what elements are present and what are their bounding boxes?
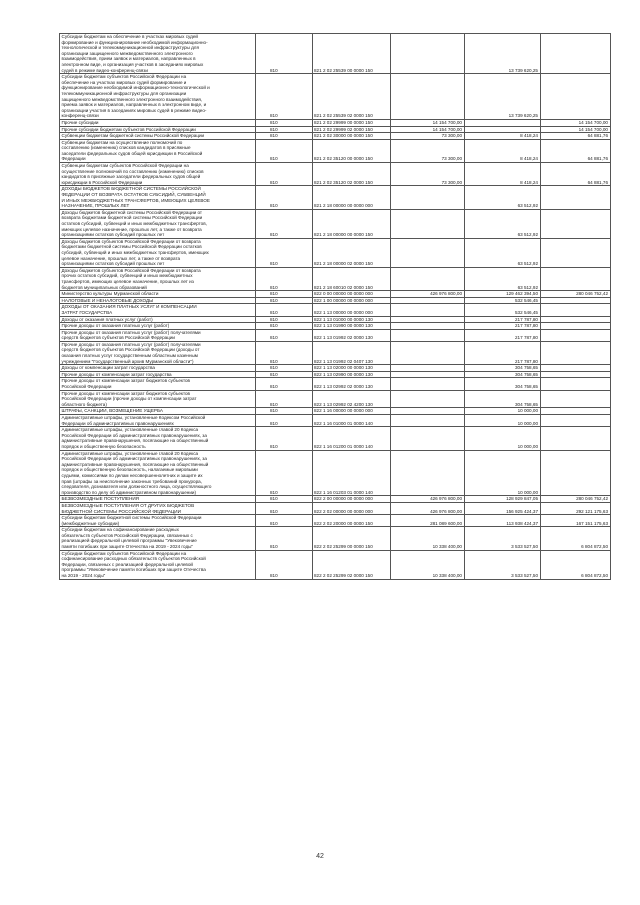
row-code: 810 (256, 323, 313, 330)
row-approved-amount (390, 365, 464, 372)
table-row (60, 365, 611, 372)
table-row (60, 378, 611, 390)
row-code: 810 (256, 515, 313, 527)
row-unexecuted-amount (540, 316, 610, 323)
row-code: 810 (256, 186, 313, 209)
row-executed-amount: 3 533 527,50 (464, 527, 540, 550)
row-description: Прочие субсидии бюджетам субъектов Российской Федерации (60, 126, 256, 133)
row-approved-amount (390, 415, 464, 427)
row-code: 810 (256, 341, 313, 364)
row-approved-amount (390, 450, 464, 496)
row-executed-amount: 129 462 394,50 (464, 291, 540, 298)
row-approved-amount: 14 154 700,00 (390, 126, 464, 133)
row-budget-classification-code: 821 2 02 29999 00 0000 150 (312, 119, 390, 126)
row-budget-classification-code: 821 2 02 25539 02 0000 150 (312, 74, 390, 120)
row-executed-amount: 10 000,00 (464, 450, 540, 496)
row-approved-amount (390, 427, 464, 450)
row-executed-amount: 128 929 847,05 (464, 496, 540, 503)
row-budget-classification-code: 821 2 18 60010 02 0000 150 (312, 267, 390, 290)
revenue-table (59, 33, 611, 580)
table-row (60, 186, 611, 209)
row-approved-amount (390, 390, 464, 408)
table-row (60, 527, 611, 550)
row-unexecuted-amount (540, 450, 610, 496)
row-budget-classification-code: 821 2 02 29999 02 0000 150 (312, 126, 390, 133)
row-code: 810 (256, 365, 313, 372)
row-approved-amount (390, 304, 464, 316)
row-budget-classification-code: 822 2 02 25299 02 0000 150 (312, 550, 390, 579)
row-budget-classification-code: 821 2 18 00000 00 0000 000 (312, 186, 390, 209)
row-unexecuted-amount: 292 121 175,63 (540, 502, 610, 514)
row-budget-classification-code: 822 1 13 02992 02 0000 130 (312, 378, 390, 390)
row-approved-amount (390, 209, 464, 238)
row-executed-amount: 532 546,45 (464, 304, 540, 316)
row-description: Административные штрафы, установленные Кодексом Российской Федерации об административных правонарушениях (60, 415, 256, 427)
row-approved-amount: 73 300,00 (390, 133, 464, 140)
row-executed-amount: 304 758,65 (464, 378, 540, 390)
row-budget-classification-code: 822 1 13 01992 02 0407 130 (312, 341, 390, 364)
row-approved-amount: 73 300,00 (390, 139, 464, 162)
row-budget-classification-code: 822 1 13 00000 00 0000 000 (312, 304, 390, 316)
row-unexecuted-amount: 64 881,76 (540, 133, 610, 140)
row-description: НАЛОГОВЫЕ И НЕНАЛОГОВЫЕ ДОХОДЫ (60, 297, 256, 304)
table-row (60, 163, 611, 186)
row-approved-amount (390, 408, 464, 415)
table-row (60, 209, 611, 238)
row-code: 810 (256, 390, 313, 408)
table-row (60, 238, 611, 267)
row-description: Субсидии бюджетам на софинансирование расходных обязательств субъектов Российской Федерации, связанных с реализацией федеральной целевой программы "Увековечение памяти погибших при защите Отечества на 2019 - 2024 годы" (60, 527, 256, 550)
row-description: Субсидии бюджетам на обеспечение в участках мировых судей формирование и функционирование необходимой информационно- технологической и телекоммуникационной инфраструктуры для организации защищенного межведомственного электронного взаимодействия, прием заявок и материалов, направленных в электронном виде, и организация участков в заседаниях мировых судей в режиме видео-конференц-связи (60, 34, 256, 74)
row-approved-amount (390, 371, 464, 378)
row-unexecuted-amount (540, 378, 610, 390)
row-code: 810 (256, 450, 313, 496)
row-description: Прочие доходы от компенсации затрат бюджетов субъектов Российской Федерации (60, 378, 256, 390)
row-executed-amount: 63 512,92 (464, 186, 540, 209)
table-row (60, 408, 611, 415)
row-code: 810 (256, 378, 313, 390)
row-code: 810 (256, 209, 313, 238)
row-description: Прочие доходы от компенсации затрат бюджетов субъектов Российской Федерации (прочие доходы от компенсации затрат областного бюджета) (60, 390, 256, 408)
row-unexecuted-amount (540, 267, 610, 290)
row-code: 810 (256, 427, 313, 450)
row-unexecuted-amount (540, 415, 610, 427)
row-description: Доходы бюджетов субъектов Российской Федерации от возврата бюджетами бюджетной системы Российской Федерации остатков субсидий, субвенций и иных межбюджетных трансфертов, имеющих целевое назначение, прошлых лет, а также от возврата организациями остатков субсидий прошлых лет (60, 238, 256, 267)
row-executed-amount: 217 787,80 (464, 329, 540, 341)
row-unexecuted-amount: 64 881,76 (540, 163, 610, 186)
table-row (60, 74, 611, 120)
row-unexecuted-amount (540, 427, 610, 450)
row-code: 810 (256, 297, 313, 304)
row-budget-classification-code: 822 1 13 01992 02 0000 130 (312, 329, 390, 341)
table-row (60, 329, 611, 341)
row-description: Административные штрафы, установленные главой 20 Кодекса Российской Федерации об административных правонарушениях, за административные правонарушения, посягающие на общественный порядок и общественную безопасность, налагаемые мировыми судьями, комиссиями по делам несовершеннолетних и защите их прав (штрафы за неисполнение законных требований прокурора, следователя, дознавателя или должностного лица, осуществляющего производство по делу об административном правонарушении) (60, 450, 256, 496)
row-budget-classification-code: 822 1 00 00000 00 0000 000 (312, 297, 390, 304)
row-approved-amount (390, 74, 464, 120)
row-executed-amount: 63 512,92 (464, 267, 540, 290)
table-row (60, 515, 611, 527)
row-budget-classification-code: 822 1 16 01000 01 0000 140 (312, 415, 390, 427)
row-executed-amount: 304 758,65 (464, 371, 540, 378)
table-row (60, 304, 611, 316)
row-executed-amount: 10 000,00 (464, 427, 540, 450)
row-approved-amount: 426 976 800,00 (390, 496, 464, 503)
row-unexecuted-amount (540, 371, 610, 378)
row-unexecuted-amount: 6 804 872,50 (540, 527, 610, 550)
row-budget-classification-code: 821 2 02 25539 00 0000 150 (312, 34, 390, 74)
row-budget-classification-code: 821 2 02 30000 00 0000 150 (312, 133, 390, 140)
row-executed-amount: 8 418,24 (464, 139, 540, 162)
row-budget-classification-code: 822 1 13 02990 00 0000 130 (312, 371, 390, 378)
row-description: Доходы бюджетов субъектов Российской Федерации от возврата прочих остатков субсидий, субвенций и иных межбюджетных трансфертов, имеющих целевое назначение, прошлых лет из бюджетов муниципальных образований (60, 267, 256, 290)
row-unexecuted-amount: 6 804 872,50 (540, 550, 610, 579)
table-row (60, 119, 611, 126)
row-code: 810 (256, 133, 313, 140)
row-approved-amount: 426 976 800,00 (390, 502, 464, 514)
row-description: Субвенции бюджетам бюджетной системы Российской Федерации (60, 133, 256, 140)
row-budget-classification-code: 822 1 13 01000 00 0000 130 (312, 316, 390, 323)
row-description: Доходы от оказания платных услуг (работ) (60, 316, 256, 323)
revenue-table-body (60, 34, 611, 580)
row-executed-amount: 217 787,80 (464, 316, 540, 323)
row-description: ДОХОДЫ ОТ ОКАЗАНИЯ ПЛАТНЫХ УСЛУГ И КОМПЕНСАЦИИ ЗАТРАТ ГОСУДАРСТВА (60, 304, 256, 316)
row-unexecuted-amount (540, 238, 610, 267)
row-executed-amount (464, 119, 540, 126)
page-number: 42 (316, 853, 324, 860)
row-budget-classification-code: 822 2 00 00000 00 0000 000 (312, 496, 390, 503)
table-row (60, 390, 611, 408)
row-budget-classification-code: 822 1 16 00000 00 0000 000 (312, 408, 390, 415)
row-description: Субвенции бюджетам на осуществление полномочий по составлению (изменению) списков кандидатов в присяжные заседатели федеральных судов общей юрисдикции в Российской Федерации (60, 139, 256, 162)
row-description: Прочие субсидии (60, 119, 256, 126)
row-unexecuted-amount (540, 186, 610, 209)
row-code: 810 (256, 291, 313, 298)
row-description: Субсидии бюджетам субъектов Российской Федерации на обеспечение на участках мировых судей формирование и функционирование необходимой информационно-технологической и телекоммуникационной инфраструктуры для организации защищенного межведомственного электронного взаимодействия, приема заявок и материалов, направленных в электронном виде, и организации участия в заседаниях мировых судей в режиме видео- конференц-связи (60, 74, 256, 120)
row-description: Доходы бюджетов бюджетной системы Российской Федерации от возврата бюджетами бюджетной системы Российской Федерации остатков субсидий, субвенций и иных межбюджетных трансфертов, имеющих целевое назначение, прошлых лет, а также от возврата организациями остатков субсидий прошлых лет (60, 209, 256, 238)
row-unexecuted-amount (540, 297, 610, 304)
row-description: Прочие доходы от оказания платных услуг (работ) (60, 323, 256, 330)
row-unexecuted-amount (540, 34, 610, 74)
row-executed-amount: 532 546,45 (464, 297, 540, 304)
row-code: 810 (256, 34, 313, 74)
row-executed-amount: 10 000,00 (464, 415, 540, 427)
row-budget-classification-code: 822 2 02 20000 00 0000 150 (312, 515, 390, 527)
row-executed-amount: 304 758,65 (464, 365, 540, 372)
row-approved-amount (390, 297, 464, 304)
row-approved-amount: 10 338 400,00 (390, 550, 464, 579)
row-executed-amount: 156 925 424,37 (464, 502, 540, 514)
row-code: 810 (256, 329, 313, 341)
row-code: 810 (256, 267, 313, 290)
row-description: ДОХОДЫ БЮДЖЕТОВ БЮДЖЕТНОЙ СИСТЕМЫ РОССИЙСКОЙ ФЕДЕРАЦИИ ОТ ВОЗВРАТА ОСТАТКОВ СУБСИДИЙ, СУБВЕНЦИЙ И ИНЫХ МЕЖБЮДЖЕТНЫХ ТРАНСФЕРТОВ, ИМЕЮЩИХ ЦЕЛЕВОЕ НАЗНАЧЕНИЕ, ПРОШЛЫХ ЛЕТ (60, 186, 256, 209)
row-code: 810 (256, 74, 313, 120)
row-description: Административные штрафы, установленные главой 20 Кодекса Российской Федерации об административных правонарушениях, за административные правонарушения, посягающие на общественный порядок и общественную безопасность (60, 427, 256, 450)
row-code: 810 (256, 126, 313, 133)
row-budget-classification-code: 822 1 16 01203 01 0000 140 (312, 450, 390, 496)
table-row (60, 502, 611, 514)
row-unexecuted-amount: 14 154 700,00 (540, 119, 610, 126)
row-unexecuted-amount (540, 390, 610, 408)
row-approved-amount: 426 976 800,00 (390, 291, 464, 298)
row-executed-amount: 10 000,00 (464, 408, 540, 415)
row-unexecuted-amount (540, 304, 610, 316)
table-row (60, 34, 611, 74)
table-row (60, 133, 611, 140)
table-row (60, 341, 611, 364)
row-approved-amount (390, 186, 464, 209)
row-budget-classification-code: 821 2 02 35120 02 0000 150 (312, 163, 390, 186)
row-code: 810 (256, 415, 313, 427)
row-executed-amount: 217 787,80 (464, 341, 540, 364)
row-description: Министерство культуры Мурманской области (60, 291, 256, 298)
row-description: Субсидии бюджетам бюджетной системы Российской Федерации (межбюджетные субсидии) (60, 515, 256, 527)
row-approved-amount (390, 341, 464, 364)
row-unexecuted-amount (540, 209, 610, 238)
row-approved-amount (390, 238, 464, 267)
row-unexecuted-amount (540, 341, 610, 364)
row-description: БЕЗВОЗМЕЗДНЫЕ ПОСТУПЛЕНИЯ ОТ ДРУГИХ БЮДЖЕТОВ БЮДЖЕТНОЙ СИСТЕМЫ РОССИЙСКОЙ ФЕДЕРАЦИИ (60, 502, 256, 514)
row-executed-amount: 8 418,24 (464, 163, 540, 186)
row-description: Прочие доходы от оказания платных услуг (работ) получателями средств бюджетов субъектов Российской Федерации (доходы от оказания платных услуг государственным областным казенным учреждением "Государственный архив Мурманской области") (60, 341, 256, 364)
row-approved-amount: 281 089 600,00 (390, 515, 464, 527)
row-unexecuted-amount: 280 046 752,42 (540, 496, 610, 503)
table-row (60, 126, 611, 133)
row-budget-classification-code: 822 1 16 01200 01 0000 140 (312, 427, 390, 450)
row-executed-amount (464, 126, 540, 133)
row-unexecuted-amount (540, 74, 610, 120)
table-row (60, 323, 611, 330)
table-row (60, 415, 611, 427)
row-description: Субвенции бюджетам субъектов Российской Федерации на осуществление полномочий по составлению (изменению) списков кандидатов в присяжные заседатели федеральных судов общей юрисдикции в Российской Федерации (60, 163, 256, 186)
row-budget-classification-code: 822 0 00 00000 00 0000 000 (312, 291, 390, 298)
row-executed-amount: 63 512,92 (464, 209, 540, 238)
row-unexecuted-amount: 64 881,76 (540, 139, 610, 162)
table-row (60, 450, 611, 496)
row-executed-amount: 8 418,24 (464, 133, 540, 140)
table-row (60, 297, 611, 304)
row-executed-amount: 13 739 620,25 (464, 74, 540, 120)
row-approved-amount: 14 154 700,00 (390, 119, 464, 126)
row-unexecuted-amount (540, 408, 610, 415)
row-code: 810 (256, 527, 313, 550)
row-unexecuted-amount (540, 323, 610, 330)
row-code: 810 (256, 119, 313, 126)
row-code: 810 (256, 502, 313, 514)
row-executed-amount: 304 758,65 (464, 390, 540, 408)
row-executed-amount: 13 739 620,25 (464, 34, 540, 74)
row-executed-amount: 217 787,80 (464, 323, 540, 330)
row-executed-amount: 3 533 527,50 (464, 550, 540, 579)
table-row (60, 139, 611, 162)
row-description: ШТРАФЫ, САНКЦИИ, ВОЗМЕЩЕНИЕ УЩЕРБА (60, 408, 256, 415)
row-description: БЕЗВОЗМЕЗДНЫЕ ПОСТУПЛЕНИЯ (60, 496, 256, 503)
row-executed-amount: 113 938 424,37 (464, 515, 540, 527)
row-description: Субсидии бюджетам субъектов Российской Федерации на софинансирование расходных обязательств субъектов Российской Федерации, связанных с реализацией федеральной целевой программы "Увековечение памяти погибших при защите Отечества на 2019 - 2024 годы" (60, 550, 256, 579)
row-approved-amount (390, 329, 464, 341)
row-approved-amount (390, 316, 464, 323)
row-budget-classification-code: 822 1 13 02992 02 4200 130 (312, 390, 390, 408)
row-budget-classification-code: 822 2 02 00000 00 0000 000 (312, 502, 390, 514)
row-unexecuted-amount (540, 329, 610, 341)
row-executed-amount: 63 512,92 (464, 238, 540, 267)
row-unexecuted-amount (540, 365, 610, 372)
table-row (60, 427, 611, 450)
row-budget-classification-code: 821 2 02 35120 00 0000 150 (312, 139, 390, 162)
row-budget-classification-code: 822 1 13 02000 00 0000 130 (312, 365, 390, 372)
row-code: 810 (256, 139, 313, 162)
table-row (60, 316, 611, 323)
row-code: 810 (256, 316, 313, 323)
row-unexecuted-amount: 14 154 700,00 (540, 126, 610, 133)
row-approved-amount (390, 378, 464, 390)
row-budget-classification-code: 821 2 18 00000 02 0000 150 (312, 238, 390, 267)
row-unexecuted-amount: 280 046 752,42 (540, 291, 610, 298)
row-budget-classification-code: 822 2 02 25299 00 0000 150 (312, 527, 390, 550)
row-code: 810 (256, 371, 313, 378)
row-code: 810 (256, 550, 313, 579)
row-approved-amount (390, 267, 464, 290)
table-row (60, 291, 611, 298)
row-code: 810 (256, 304, 313, 316)
row-description: Прочие доходы от компенсации затрат государства (60, 371, 256, 378)
row-description: Прочие доходы от оказания платных услуг (работ) получателями средств бюджетов субъектов Российской Федерации (60, 329, 256, 341)
row-description: Доходы от компенсации затрат государства (60, 365, 256, 372)
table-row (60, 550, 611, 579)
table-row (60, 371, 611, 378)
row-approved-amount (390, 323, 464, 330)
row-unexecuted-amount: 167 151 175,63 (540, 515, 610, 527)
row-code: 810 (256, 238, 313, 267)
table-row (60, 496, 611, 503)
row-budget-classification-code: 821 2 18 00000 00 0000 150 (312, 209, 390, 238)
row-approved-amount: 10 338 400,00 (390, 527, 464, 550)
table-row (60, 267, 611, 290)
row-code: 810 (256, 496, 313, 503)
row-approved-amount: 73 300,00 (390, 163, 464, 186)
row-budget-classification-code: 822 1 13 01990 00 0000 130 (312, 323, 390, 330)
row-approved-amount (390, 34, 464, 74)
row-code: 810 (256, 163, 313, 186)
row-code: 810 (256, 408, 313, 415)
